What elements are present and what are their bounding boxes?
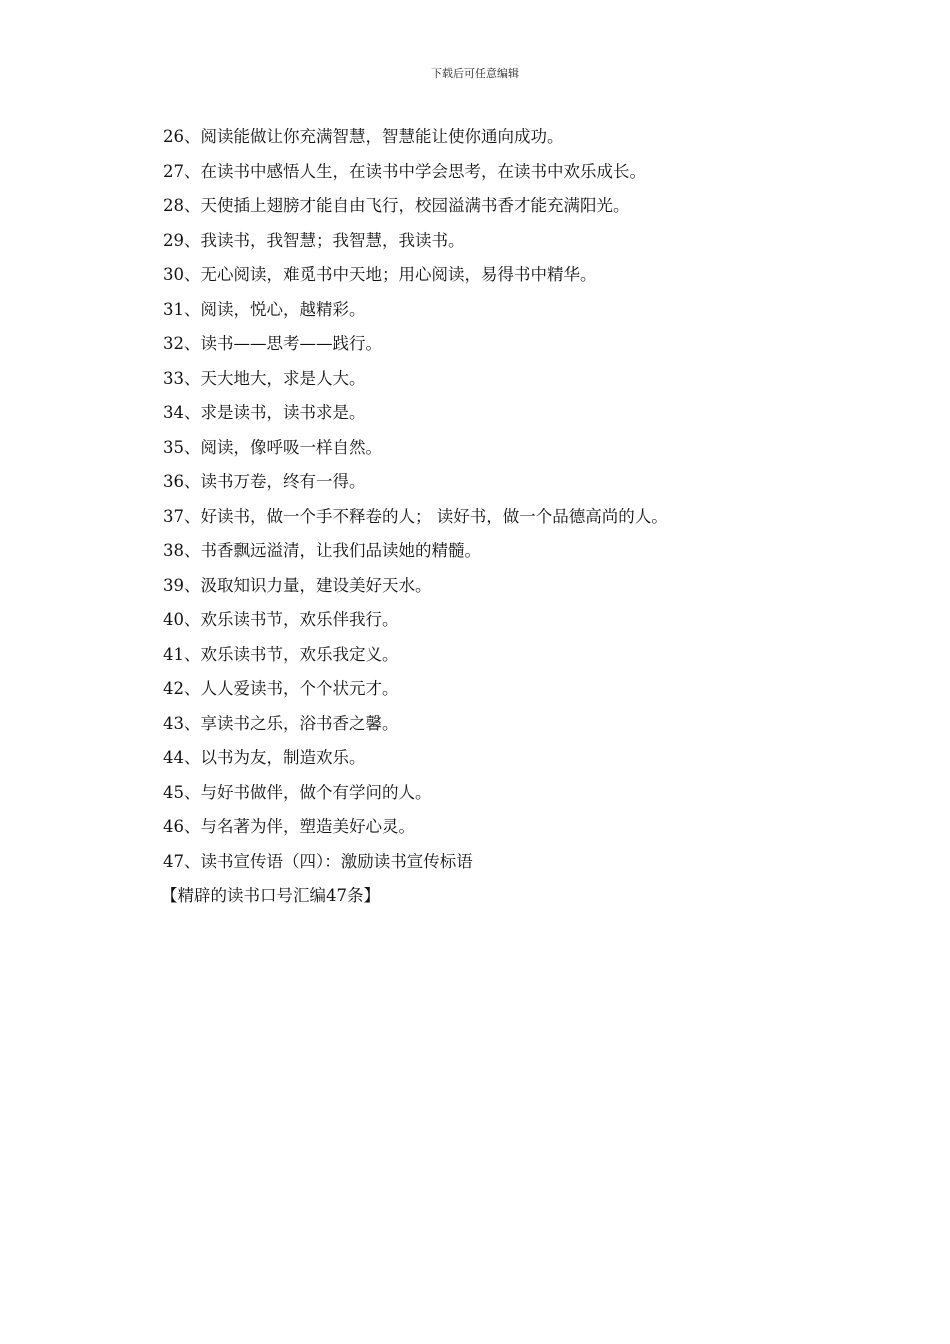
slogan-line-42: 42、人人爱读书，个个状元才。 <box>163 679 399 698</box>
slogan-line-39: 39、汲取知识力量，建设美好天水。 <box>163 575 432 595</box>
slogan-line-41: 41、欢乐读书节，欢乐我定义。 <box>163 644 399 664</box>
slogan-line-26: 26、阅读能做让你充满智慧，智慧能让使你通向成功。 <box>163 127 564 146</box>
slogan-line-29: 29、我读书，我智慧；我智慧，我读书。 <box>163 230 465 250</box>
slogan-line-38: 38、书香飘远溢清，让我们品读她的精髓。 <box>163 541 481 560</box>
slogan-line-34: 34、求是读书，读书求是。 <box>163 403 366 422</box>
closing-title: 【精辟的读书口号汇编47条】 <box>161 886 380 905</box>
slogan-line-31: 31、阅读，悦心，越精彩。 <box>163 299 366 319</box>
slogan-line-47: 47、读书宣传语（四）：激励读书宣传标语 <box>163 851 473 871</box>
slogan-line-45: 45、与好书做伴，做个有学问的人。 <box>163 782 432 802</box>
slogan-line-30: 30、无心阅读，难觅书中天地；用心阅读，易得书中精华。 <box>163 265 597 284</box>
slogan-list <box>163 120 803 914</box>
slogan-line-28: 28、天使插上翅膀才能自由飞行，校园溢满书香才能充满阳光。 <box>163 196 630 215</box>
slogan-line-43: 43、享读书之乐，浴书香之馨。 <box>163 713 399 733</box>
slogan-line-35: 35、阅读，像呼吸一样自然。 <box>163 437 382 457</box>
slogan-line-32: 32、读书——思考——践行。 <box>163 334 382 353</box>
slogan-line-27: 27、在读书中感悟人生，在读书中学会思考，在读书中欢乐成长。 <box>163 161 646 181</box>
slogan-line-46: 46、与名著为伴，塑造美好心灵。 <box>163 817 415 836</box>
slogan-line-40: 40、欢乐读书节，欢乐伴我行。 <box>163 610 399 629</box>
page-header: 下载后可任意编辑 <box>431 67 519 80</box>
slogan-line-37: 37、好读书，做一个手不释卷的人； 读好书，做一个品德高尚的人。 <box>163 506 668 526</box>
slogan-line-36: 36、读书万卷，终有一得。 <box>163 472 366 491</box>
slogan-line-44: 44、以书为友，制造欢乐。 <box>163 748 366 767</box>
slogan-line-33: 33、天大地大，求是人大。 <box>163 368 366 388</box>
